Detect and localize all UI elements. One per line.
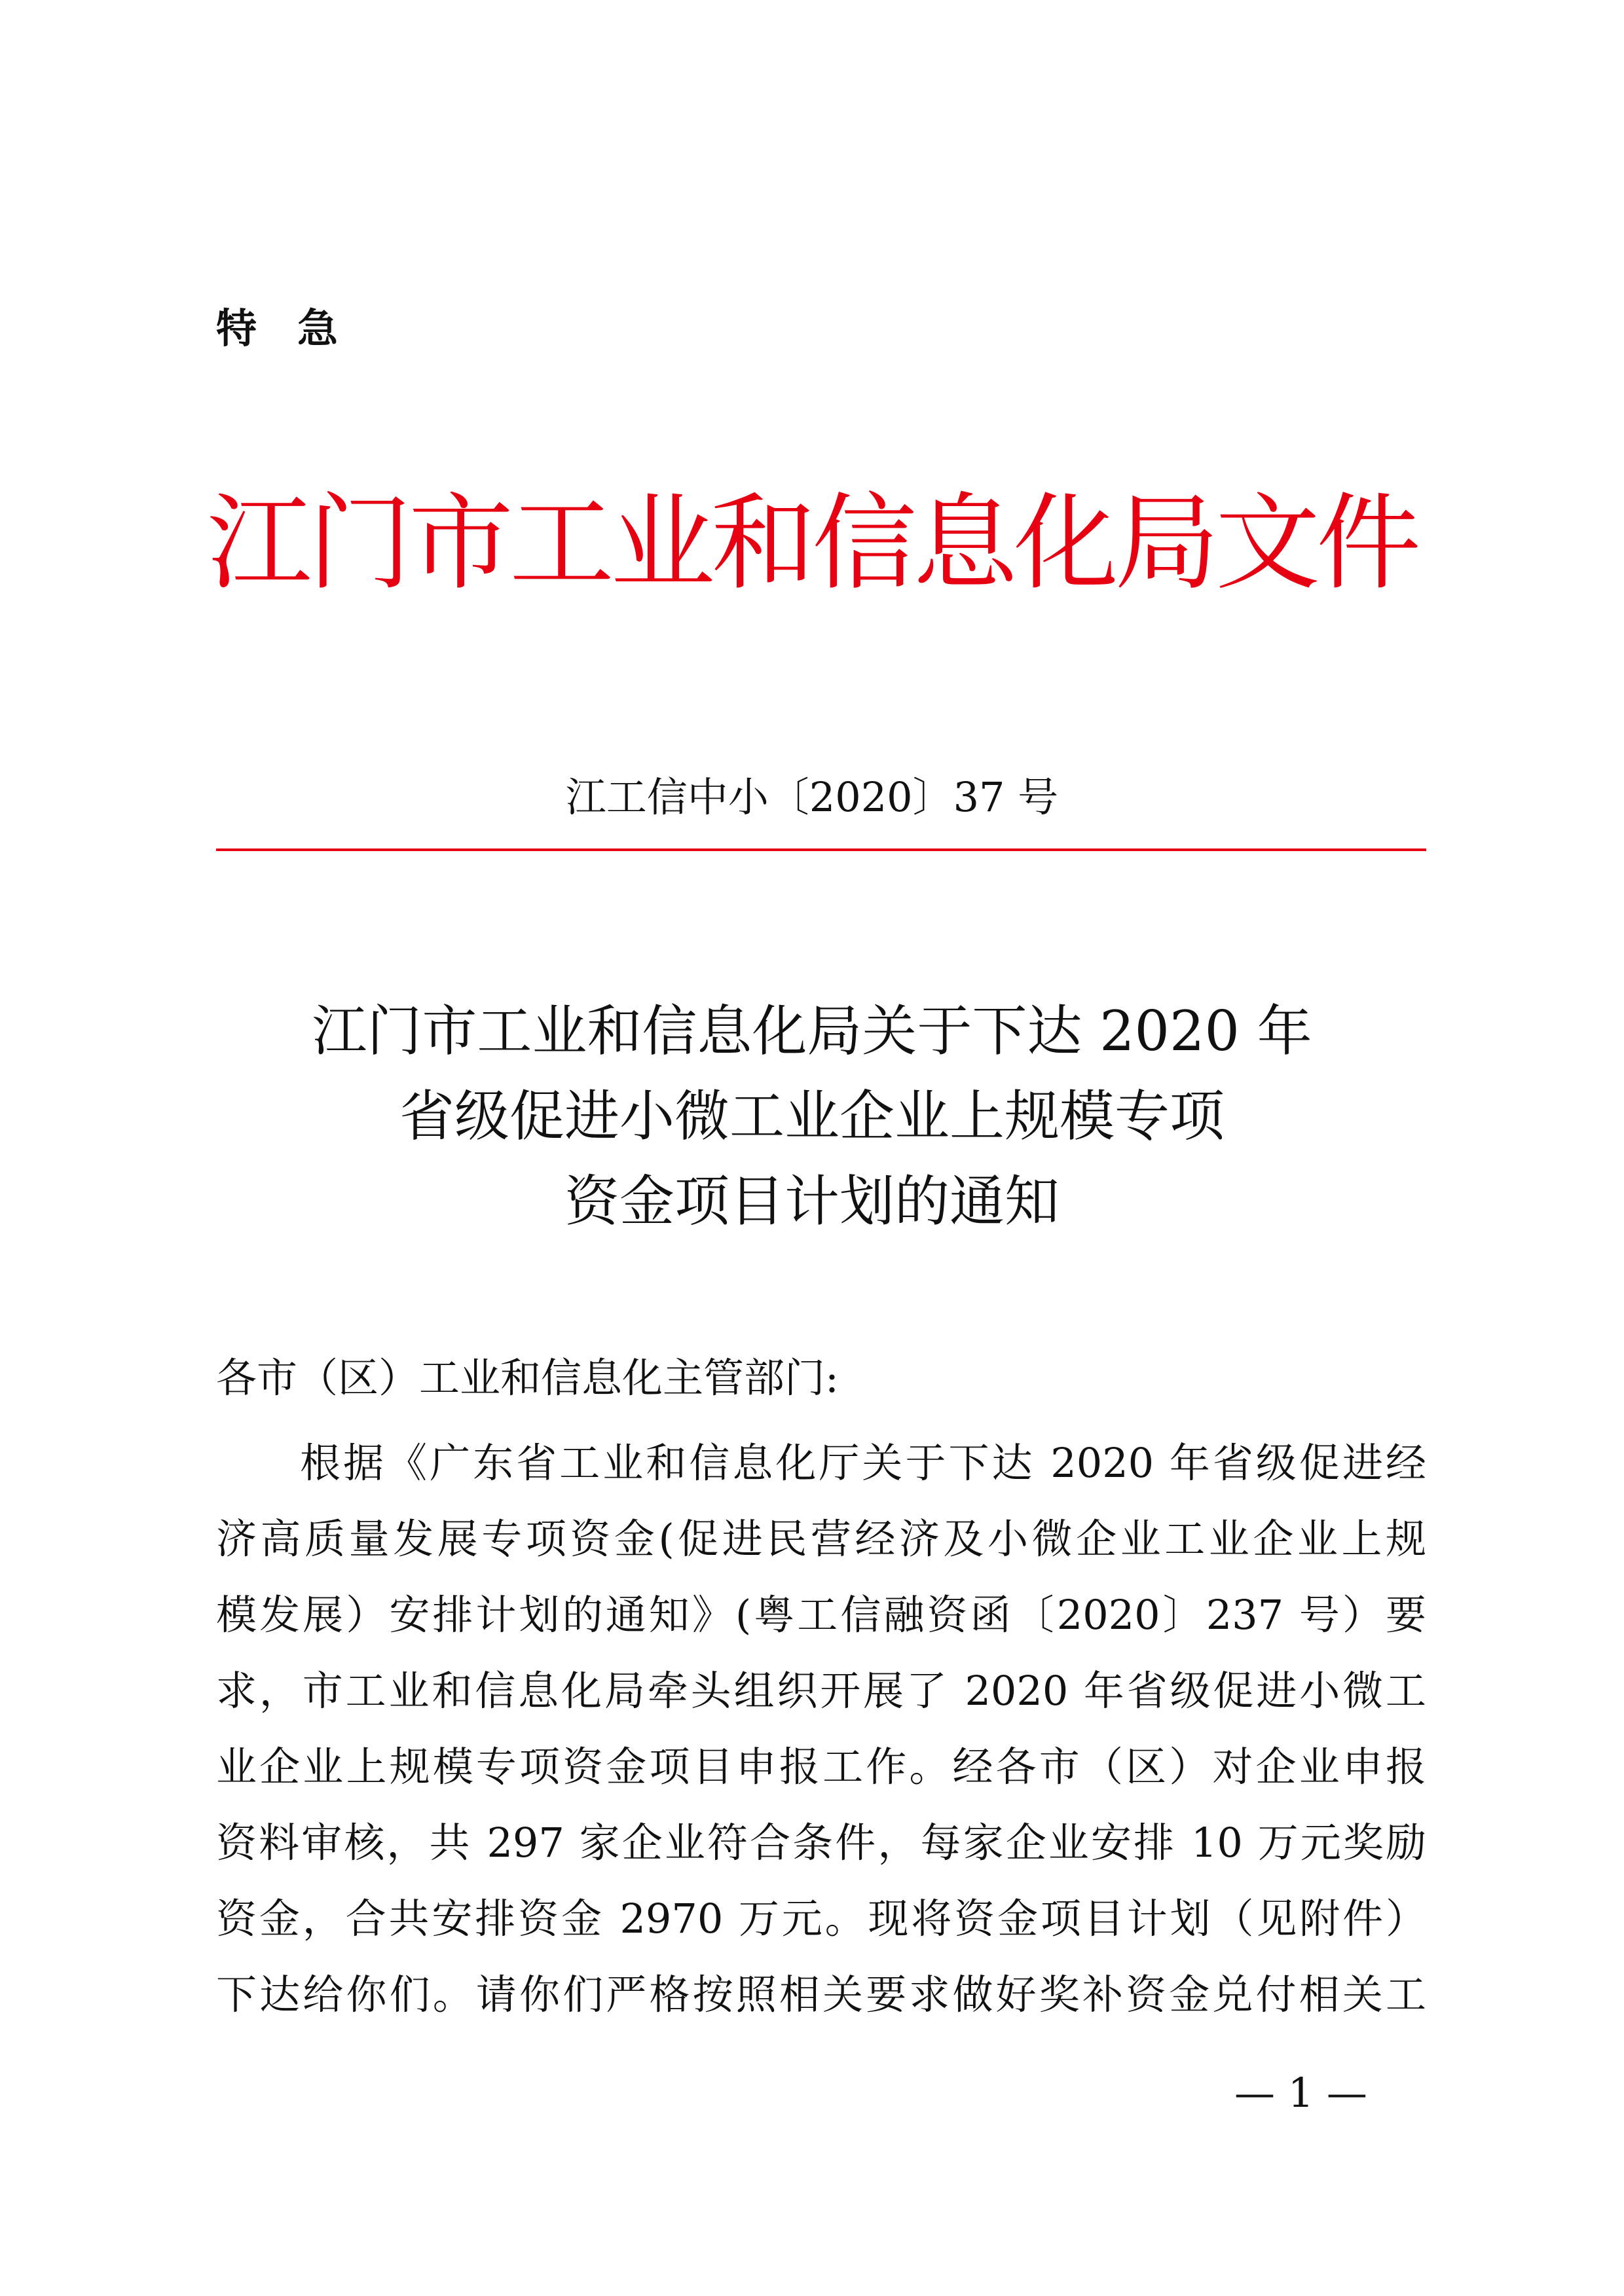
body-line: 下达给你们。请你们严格按照相关要求做好奖补资金兑付相关工 xyxy=(216,1971,1426,2018)
title-line: 省级促进小微工业企业上规模专项 xyxy=(399,1084,1225,1148)
body-line: 模发展）安排计划的通知》(粤工信融资函〔2020〕237 号）要 xyxy=(216,1591,1426,1639)
document-masthead: 江门市工业和信息化局文件 xyxy=(206,482,1417,604)
title-line: 资金项目计划的通知 xyxy=(564,1169,1060,1233)
body-paragraph xyxy=(216,1425,1426,2033)
title-line: 江门市工业和信息化局关于下达 2020 年 xyxy=(312,999,1312,1063)
body-line: 济高质量发展专项资金(促进民营经济及小微企业工业企业上规 xyxy=(216,1515,1426,1563)
body-line: 根据《广东省工业和信息化厅关于下达 2020 年省级促进经 xyxy=(300,1439,1426,1487)
body-line: 求，市工业和信息化局牵头组织开展了 2020 年省级促进小微工 xyxy=(216,1667,1426,1715)
urgency-label: 特急 xyxy=(216,304,379,352)
body-line: 资金，合共安排资金 2970 万元。现将资金项目计划（见附件） xyxy=(216,1895,1426,1942)
document-title xyxy=(0,989,1624,1244)
document-number: 江工信中小〔2020〕37 号 xyxy=(565,773,1059,821)
body-line: 资料审核，共 297 家企业符合条件，每家企业安排 10 万元奖励 xyxy=(216,1819,1426,1867)
red-separator-rule xyxy=(216,848,1426,851)
body-line: 业企业上规模专项资金项目申报工作。经各市（区）对企业申报 xyxy=(216,1743,1426,1791)
addressee-line: 各市（区）工业和信息化主管部门: xyxy=(216,1354,839,1402)
page-number: — 1 — xyxy=(1234,2069,1367,2117)
